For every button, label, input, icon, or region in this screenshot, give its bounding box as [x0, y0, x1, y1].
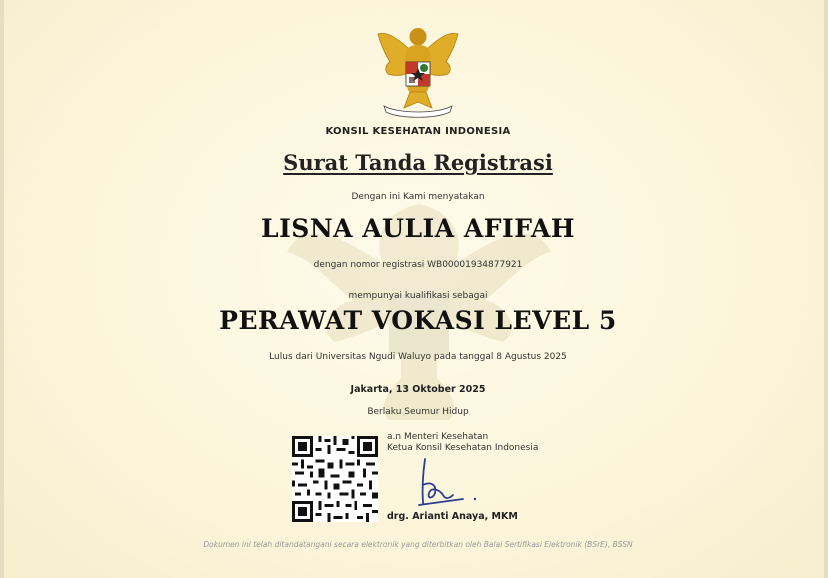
signer-name: drg. Arianti Anaya, MKM	[387, 511, 518, 522]
qualification-label: mempunyai kualifikasi sebagai	[348, 291, 488, 301]
garuda-emblem-icon	[368, 22, 468, 122]
holder-name: LISNA AULIA AFIFAH	[261, 214, 575, 243]
qualification: PERAWAT VOKASI LEVEL 5	[219, 306, 617, 335]
footer-note: Dokumen ini telah ditandatangani secara elektronik yang diterbitkan oleh Balai Sertifikasi Elektronik (BSrE), BSSN	[203, 540, 633, 549]
on-behalf-text: a.n Menteri Kesehatan	[387, 432, 489, 442]
qr-code-icon	[292, 436, 378, 522]
intro-text: Dengan ini Kami menyatakan	[351, 192, 485, 202]
signature-icon	[409, 455, 479, 513]
organization-name: KONSIL KESEHATAN INDONESIA	[325, 126, 511, 137]
graduation-info: Lulus dari Universitas Ngudi Waluyo pada tanggal 8 Agustus 2025	[269, 352, 567, 362]
signer-title: Ketua Konsil Kesehatan Indonesia	[387, 443, 539, 453]
validity: Berlaku Seumur Hidup	[367, 407, 469, 417]
document-title-text: Surat Tanda Registrasi	[283, 150, 553, 175]
document-title	[4, 150, 828, 175]
registration-number: dengan nomor registrasi WB00001934877921	[313, 260, 523, 270]
signatory-block	[387, 432, 538, 454]
issue-place-date: Jakarta, 13 Oktober 2025	[350, 384, 486, 395]
